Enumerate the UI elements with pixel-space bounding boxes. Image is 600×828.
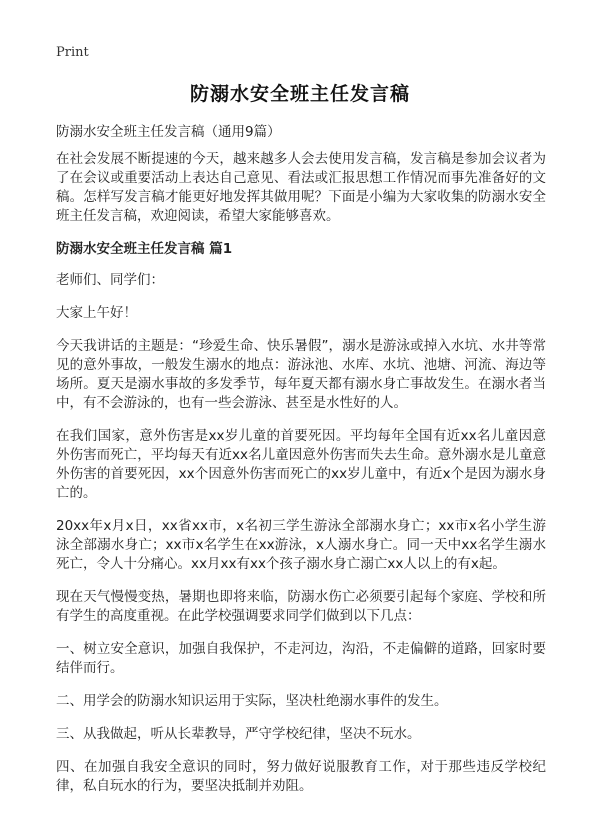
intro-paragraph: 在社会发展不断提速的今天，越来越多人会去使用发言稿，发言稿是参加会议者为了在会议或重要活动上表达自己意见、看法或汇报思想工作情况而事先准备好的文稿。怎样写发言稿才能更好地发挥其做用呢？下面是小编为大家收集的防溺水安全班主任发言稿，欢迎阅读，希望大家能够喜欢。 bbox=[56, 151, 546, 224]
paragraph-statistics: 在我们国家，意外伤害是xx岁儿童的首要死因。平均每年全国有近xx名儿童因意外伤害而死亡，平均每天有近xx名儿童因意外伤害而失去生命。意外溺水是儿童意外伤害的首要死因，xx个因意外伤害而死亡的xx岁儿童中，有近x个是因为溺水身亡的。 bbox=[56, 428, 546, 501]
paragraph-topic: 今天我讲话的主题是：“珍爱生命、快乐暑假”，溺水是游泳或掉入水坑、水井等常见的意外事故，一般发生溺水的地点：游泳池、水库、水坑、池塘、河流、海边等场所。夏天是溺水事故的多发季节，每年夏天都有溺水身亡事故发生。在溺水者当中，有不会游泳的，也有一些会游泳、甚至是水性好的人。 bbox=[56, 338, 546, 411]
paragraph-rule-1: 一、树立安全意识，加强自我保护，不走河边，沟沿，不走偏僻的道路，回家时要结伴而行。 bbox=[56, 641, 546, 676]
paragraph-rule-4: 四、在加强自我安全意识的同时，努力做好说服教育工作，对于那些违反学校纪律，私自玩水的行为，要坚决抵制并劝阻。 bbox=[56, 759, 546, 794]
paragraph-greeting-morning: 大家上午好！ bbox=[56, 305, 137, 321]
paragraph-rule-2: 二、用学会的防溺水知识运用于实际，坚决杜绝溺水事件的发生。 bbox=[56, 693, 448, 709]
paragraph-requirements-intro: 现在天气慢慢变热，暑期也即将来临，防溺水伤亡必须要引起每个家庭、学校和所有学生的高度重视。在此学校强调要求同学们做到以下几点： bbox=[56, 589, 546, 624]
section-heading: 防溺水安全班主任发言稿 篇1 bbox=[56, 241, 233, 257]
document-subtitle: 防溺水安全班主任发言稿（通用9篇） bbox=[56, 124, 281, 140]
page-title: 防溺水安全班主任发言稿 bbox=[189, 83, 410, 105]
print-link[interactable]: Print bbox=[56, 45, 89, 60]
paragraph-greeting-audience: 老师们、同学们： bbox=[56, 272, 164, 288]
paragraph-incidents: 20xx年x月x日，xx省xx市，x名初三学生游泳全部溺水身亡；xx市x名小学生游泳全部溺水身亡；xx市x名学生在xx游泳，x人溺水身亡。同一天中xx名学生溺水死亡，令人十分痛心。xx月xx有xx个孩子溺水身亡溺亡xx人以上的有x起。 bbox=[56, 518, 546, 572]
paragraph-rule-3: 三、从我做起，听从长辈教导，严守学校纪律，坚决不玩水。 bbox=[56, 726, 421, 742]
document-body bbox=[56, 150, 546, 810]
